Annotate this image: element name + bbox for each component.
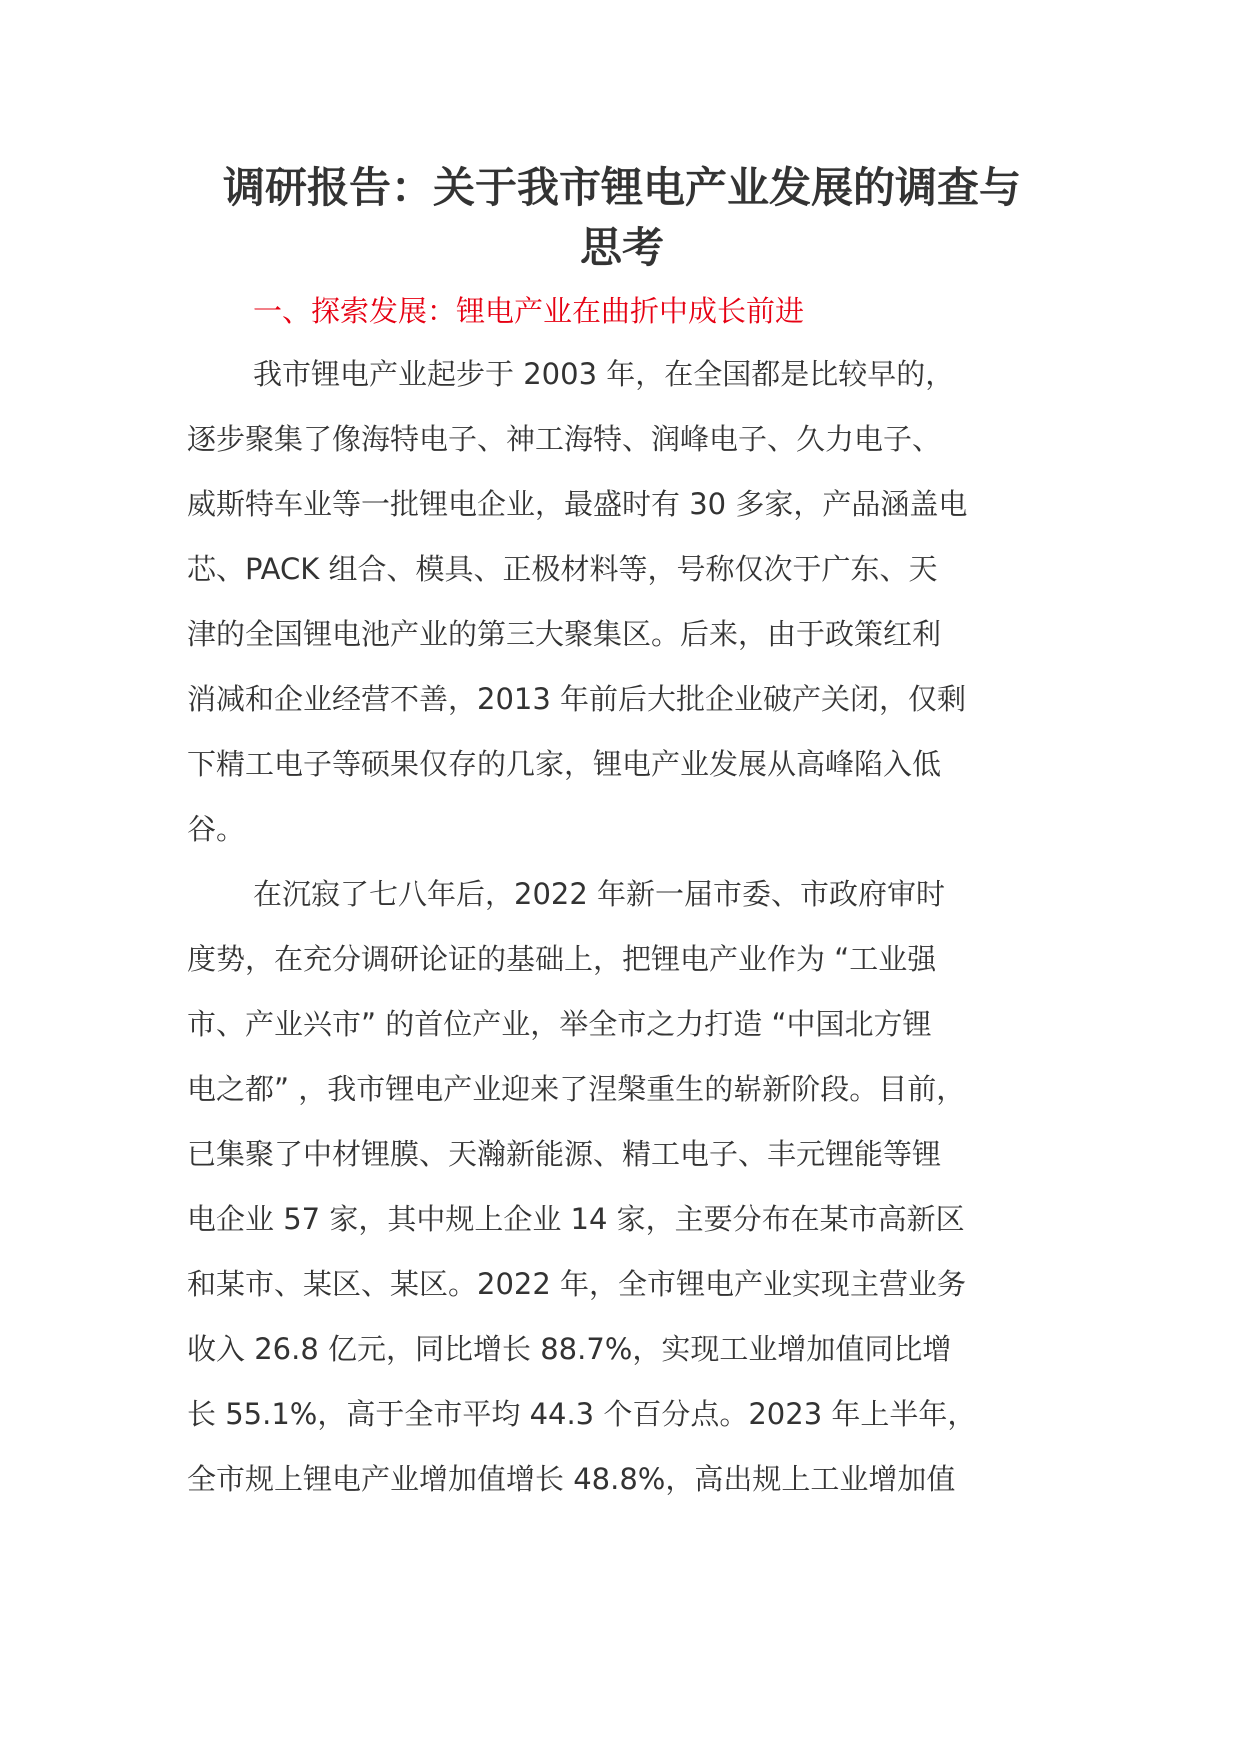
paragraph-line: 芯、PACK 组合、模具、正极材料等，号称仅次于广东、天 bbox=[187, 552, 938, 586]
paragraph-line: 津的全国锂电池产业的第三大聚集区。后来，由于政策红利 bbox=[187, 617, 942, 651]
section-heading: 一、探索发展：锂电产业在曲折中成长前进 bbox=[253, 294, 805, 328]
document-title bbox=[187, 158, 1057, 278]
paragraph-line: 下精工电子等硕果仅存的几家，锂电产业发展从高峰陷入低 bbox=[187, 747, 942, 781]
paragraph-line: 收入 26.8 亿元，同比增长 88.7%，实现工业增加值同比增 bbox=[187, 1332, 952, 1366]
paragraph-line: 谷。 bbox=[187, 812, 246, 846]
paragraph-line: 威斯特车业等一批锂电企业，最盛时有 30 多家，产品涵盖电 bbox=[187, 487, 968, 521]
paragraph-line: 已集聚了中材锂膜、天瀚新能源、精工电子、丰元锂能等锂 bbox=[187, 1137, 942, 1171]
paragraph-line: 消减和企业经营不善，2013 年前后大批企业破产关闭，仅剩 bbox=[187, 682, 967, 716]
title-line-2: 思考 bbox=[579, 223, 664, 272]
paragraph-line: 和某市、某区、某区。2022 年，全市锂电产业实现主营业务 bbox=[187, 1267, 967, 1301]
document-body bbox=[187, 158, 1057, 1512]
paragraph-line: 度势，在充分调研论证的基础上，把锂电产业作为 “工业强 bbox=[187, 942, 937, 976]
paragraph-line: 我市锂电产业起步于 2003 年，在全国都是比较早的， bbox=[253, 357, 955, 391]
paragraph-line: 电企业 57 家，其中规上企业 14 家，主要分布在某市高新区 bbox=[187, 1202, 965, 1236]
title-line-1: 调研报告：关于我市锂电产业发展的调查与 bbox=[222, 163, 1021, 212]
paragraph-line: 在沉寂了七八年后，2022 年新一届市委、市政府审时 bbox=[253, 877, 946, 911]
paragraph-line: 电之都” ，我市锂电产业迎来了涅槃重生的崭新阶段。目前， bbox=[187, 1072, 966, 1106]
paragraph-1 bbox=[187, 342, 1057, 862]
paragraph-line: 长 55.1%，高于全市平均 44.3 个百分点。2023 年上半年， bbox=[187, 1397, 977, 1431]
paragraph-2 bbox=[187, 862, 1057, 1512]
paragraph-line: 全市规上锂电产业增加值增长 48.8%，高出规上工业增加值 bbox=[187, 1462, 956, 1496]
paragraph-line: 市、产业兴市” 的首位产业，举全市之力打造 “中国北方锂 bbox=[187, 1007, 932, 1041]
paragraph-line: 逐步聚集了像海特电子、神工海特、润峰电子、久力电子、 bbox=[187, 422, 942, 456]
